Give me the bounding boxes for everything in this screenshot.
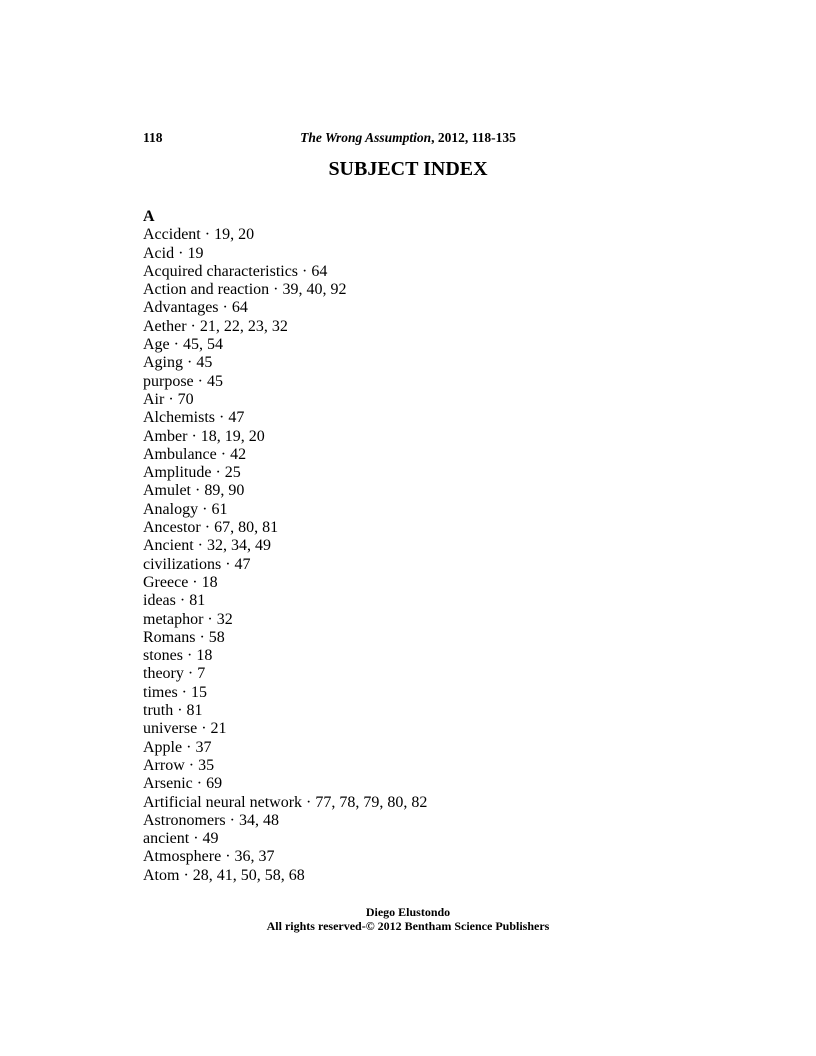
index-term: Acid	[143, 244, 175, 262]
section-letter: A	[143, 208, 155, 225]
page-numbers: 47	[234, 555, 251, 573]
separator-dot: ·	[173, 702, 187, 720]
index-entry	[143, 373, 696, 391]
index-term: Accident	[143, 226, 201, 244]
separator-dot: ·	[200, 519, 215, 537]
index-term: Greece	[143, 573, 189, 591]
index-term: ideas	[143, 592, 176, 610]
separator-dot: ·	[221, 848, 235, 866]
page-numbers: 18	[201, 573, 218, 591]
index-entry	[143, 501, 696, 519]
separator-dot: ·	[183, 665, 198, 683]
index-term: metaphor	[143, 610, 204, 628]
index-term: Analogy	[143, 500, 199, 518]
page-numbers: 45	[206, 372, 223, 390]
separator-dot: ·	[269, 281, 283, 299]
index-entry	[143, 720, 696, 738]
index-term: Astronomers	[143, 811, 226, 829]
page-numbers: 64	[231, 299, 248, 317]
page-numbers: 37	[195, 738, 212, 756]
page-numbers: 89, 90	[204, 482, 245, 500]
index-entry	[143, 574, 696, 592]
index-term: Age	[143, 336, 170, 354]
separator-dot: ·	[184, 756, 199, 774]
index-term: ancient	[143, 830, 190, 848]
index-entry	[143, 245, 696, 263]
page-number: 118	[143, 130, 163, 145]
separator-dot: ·	[211, 464, 225, 482]
index-term: Aging	[143, 354, 183, 372]
index-term: civilizations	[143, 555, 222, 573]
footer-author: Diego Elustondo	[365, 905, 451, 919]
page-numbers: 81	[189, 592, 206, 610]
page-numbers: 32	[216, 610, 233, 628]
index-term: Atmosphere	[143, 848, 222, 866]
page-footer	[0, 906, 816, 933]
index-term: universe	[143, 720, 198, 738]
index-entry	[143, 665, 696, 683]
index-entry	[143, 867, 696, 885]
index-entry	[143, 226, 696, 244]
index-term: stones	[143, 647, 183, 665]
index-term: Acquired characteristics	[143, 262, 299, 280]
index-entry	[143, 354, 696, 372]
separator-dot: ·	[193, 372, 207, 390]
separator-dot: ·	[200, 226, 215, 244]
index-entry	[143, 482, 696, 500]
page-numbers: 28, 41, 50, 58, 68	[192, 866, 305, 884]
page-numbers: 58	[208, 628, 225, 646]
separator-dot: ·	[175, 592, 190, 610]
page-numbers: 21, 22, 23, 32	[199, 317, 288, 335]
separator-dot: ·	[187, 427, 201, 445]
page-numbers: 45	[196, 354, 213, 372]
index-term: times	[143, 683, 178, 701]
separator-dot: ·	[195, 628, 209, 646]
index-entry	[143, 775, 696, 793]
index-term: purpose	[143, 372, 194, 390]
index-term: Amulet	[143, 482, 191, 500]
index-term: Arrow	[143, 756, 185, 774]
index-term: Alchemists	[143, 409, 215, 427]
running-title	[300, 130, 516, 145]
separator-dot: ·	[198, 500, 212, 518]
index-term: Action and reaction	[143, 281, 270, 299]
page-numbers: 35	[198, 756, 215, 774]
index-entry	[143, 409, 696, 427]
index-term: Air	[143, 390, 165, 408]
index-term: Ambulance	[143, 445, 217, 463]
separator-dot: ·	[183, 354, 197, 372]
index-entry	[143, 830, 696, 848]
index-term: Advantages	[143, 299, 219, 317]
index-entry	[143, 537, 696, 555]
page-numbers: 67, 80, 81	[214, 519, 279, 537]
index-entry	[143, 281, 696, 299]
separator-dot: ·	[189, 830, 203, 848]
index-entry	[143, 611, 696, 629]
page-numbers: 77, 78, 79, 80, 82	[315, 793, 428, 811]
index-term: Artificial neural network	[143, 793, 303, 811]
separator-dot: ·	[174, 244, 188, 262]
page-numbers: 45, 54	[182, 336, 223, 354]
running-header	[0, 130, 816, 146]
index-entry	[143, 794, 696, 812]
page-numbers: 36, 37	[234, 848, 275, 866]
index-entry	[143, 848, 696, 866]
index-entry	[143, 629, 696, 647]
page-numbers: 69	[206, 775, 223, 793]
separator-dot: ·	[298, 262, 312, 280]
index-entry	[143, 464, 696, 482]
page-numbers: 39, 40, 92	[282, 281, 347, 299]
page-numbers: 18, 19, 20	[200, 427, 265, 445]
page-numbers: 18	[196, 647, 213, 665]
separator-dot: ·	[221, 555, 235, 573]
separator-dot: ·	[188, 573, 202, 591]
subject-index	[143, 208, 696, 885]
separator-dot: ·	[186, 317, 200, 335]
index-term: Atom	[143, 866, 180, 884]
index-term: Ancestor	[143, 519, 201, 537]
footer-copyright: All rights reserved-© 2012 Bentham Science Publishers	[266, 918, 550, 933]
index-entry	[143, 336, 696, 354]
index-entry	[143, 299, 696, 317]
page-numbers: 34, 48	[238, 811, 279, 829]
index-entry	[143, 428, 696, 446]
index-entry	[143, 556, 696, 574]
index-term: Romans	[143, 628, 196, 646]
index-term: Arsenic	[143, 775, 193, 793]
index-term: Amplitude	[143, 464, 212, 482]
separator-dot: ·	[203, 610, 217, 628]
separator-dot: ·	[197, 720, 211, 738]
page-numbers: 49	[202, 830, 219, 848]
index-term: theory	[143, 665, 184, 683]
index-term: Amber	[143, 427, 188, 445]
index-entry	[143, 263, 696, 281]
index-entry	[143, 647, 696, 665]
separator-dot: ·	[177, 683, 191, 701]
page-numbers: 64	[311, 262, 328, 280]
index-term: truth	[143, 702, 174, 720]
index-entries	[143, 226, 696, 885]
index-entry	[143, 318, 696, 336]
page-numbers: 42	[230, 445, 247, 463]
page-numbers: 47	[228, 409, 245, 427]
separator-dot: ·	[218, 299, 232, 317]
page-title: SUBJECT INDEX	[328, 158, 488, 180]
page-numbers: 21	[210, 720, 227, 738]
index-entry	[143, 739, 696, 757]
separator-dot: ·	[193, 537, 207, 555]
index-entry	[143, 757, 696, 775]
separator-dot: ·	[215, 409, 229, 427]
page-numbers: 61	[211, 500, 228, 518]
index-entry	[143, 812, 696, 830]
separator-dot: ·	[182, 738, 196, 756]
separator-dot: ·	[302, 793, 316, 811]
index-entry	[143, 592, 696, 610]
page-numbers: 70	[177, 390, 194, 408]
index-term: Apple	[143, 738, 183, 756]
index-entry	[143, 684, 696, 702]
separator-dot: ·	[191, 482, 205, 500]
separator-dot: ·	[169, 336, 183, 354]
page-numbers: 81	[186, 702, 203, 720]
separator-dot: ·	[179, 866, 193, 884]
separator-dot: ·	[216, 445, 231, 463]
page-numbers: 15	[191, 683, 207, 701]
separator-dot: ·	[225, 811, 239, 829]
book-title: The Wrong Assumption	[300, 130, 432, 145]
separator-dot: ·	[183, 647, 197, 665]
citation-detail: , 2012, 118-135	[431, 130, 516, 145]
index-term: Aether	[143, 317, 187, 335]
index-term: Ancient	[143, 537, 194, 555]
page-numbers: 19, 20	[214, 226, 255, 244]
page-numbers: 7	[197, 665, 206, 683]
separator-dot: ·	[192, 775, 207, 793]
index-entry	[143, 702, 696, 720]
separator-dot: ·	[164, 390, 178, 408]
page-numbers: 25	[224, 464, 241, 482]
index-entry	[143, 391, 696, 409]
page-numbers: 32, 34, 49	[206, 537, 271, 555]
index-entry	[143, 446, 696, 464]
page-numbers: 19	[187, 244, 204, 262]
index-entry	[143, 519, 696, 537]
